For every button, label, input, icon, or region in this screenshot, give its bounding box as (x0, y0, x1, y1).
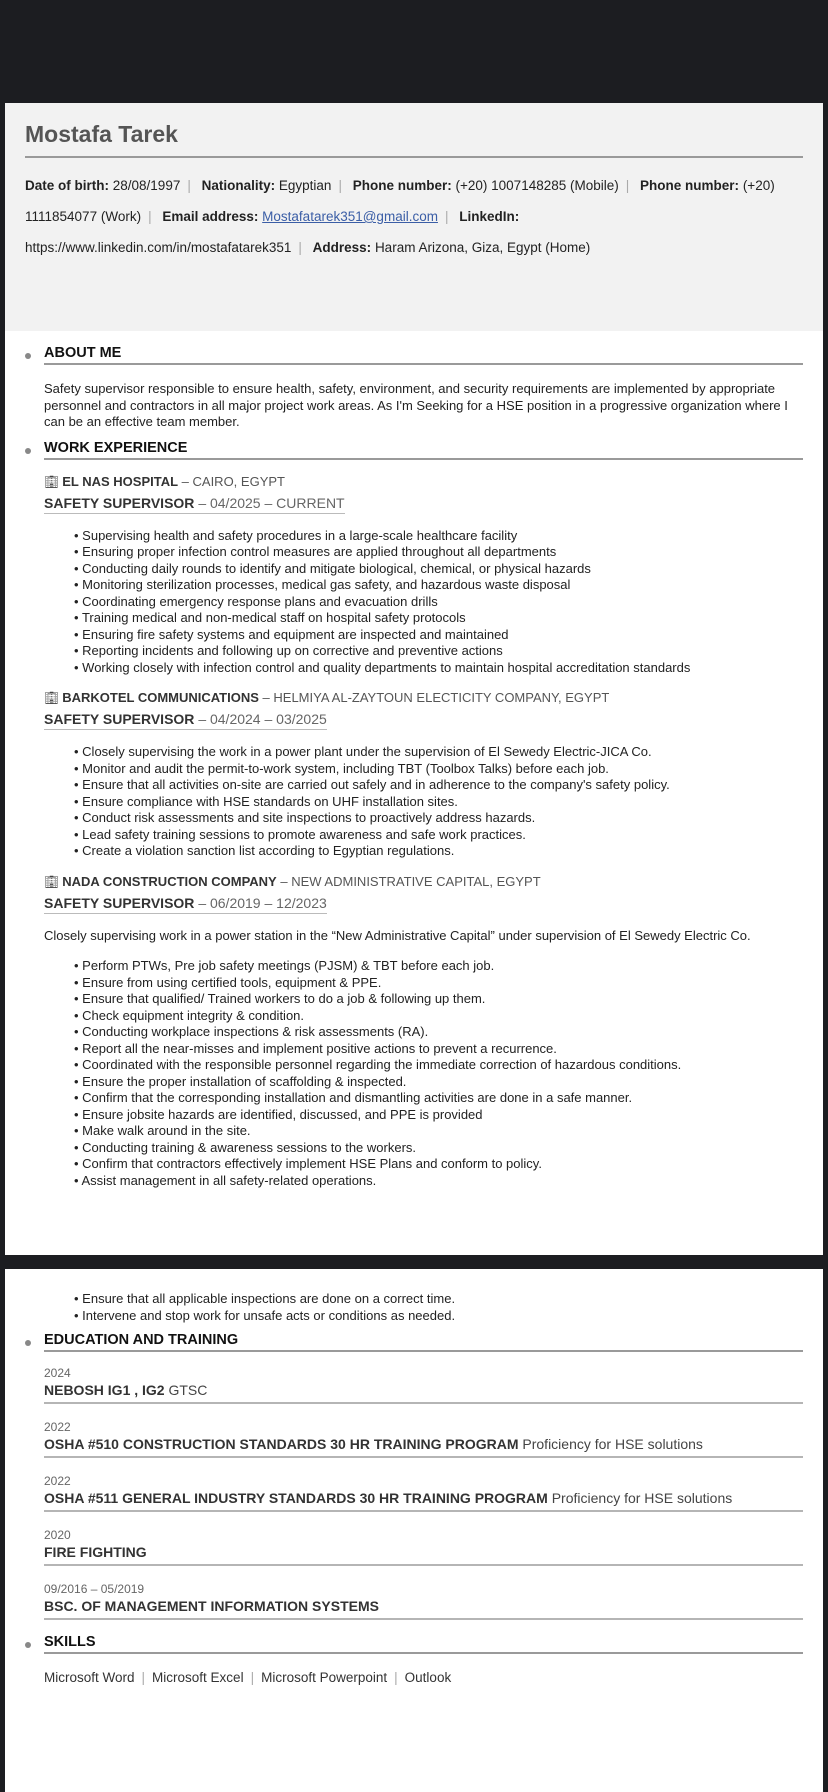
list-item: • Confirm that contractors effectively implement HSE Plans and conform to policy. (74, 1156, 803, 1173)
separator: | (250, 1670, 255, 1685)
education-title (44, 1544, 803, 1560)
job-entry (44, 474, 803, 677)
list-item: • Conducting workplace inspections & risk assessments (RA). (74, 1024, 803, 1041)
employer-location: – CAIRO, EGYPT (181, 473, 285, 489)
job-entry (44, 690, 803, 860)
list-item: • Intervene and stop work for unsafe acts or conditions as needed. (74, 1308, 803, 1325)
employer-line (44, 474, 803, 489)
linkedin-url: https://www.linkedin.com/in/mostafatarek351 (25, 240, 292, 255)
list-item: • Ensure the proper installation of scaffolding & inspected. (74, 1074, 803, 1091)
list-item: • Assist management in all safety-related operations. (74, 1173, 803, 1190)
education-item (44, 1474, 803, 1512)
education-item (44, 1420, 803, 1458)
phone1-label: Phone number: (352, 178, 452, 193)
phone2-value: (+20) 1111854077 (Work) (25, 178, 775, 224)
separator: | (298, 240, 302, 255)
education-name: OSHA #510 CONSTRUCTION STANDARDS 30 HR TRAINING PROGRAM (44, 1436, 519, 1452)
list-item: • Ensure from using certified tools, equipment & PPE. (74, 975, 803, 992)
list-item: • Coordinated with the responsible personnel regarding the immediate correction of hazardous conditions. (74, 1057, 803, 1074)
phone1-value: (+20) 1007148285 (Mobile) (455, 178, 619, 193)
list-item: • Monitor and audit the permit-to-work system, including TBT (Toolbox Talks) before each job. (74, 761, 803, 778)
separator: | (141, 1670, 146, 1685)
list-item: • Create a violation sanction list according to Egyptian regulations. (74, 843, 803, 860)
separator: | (394, 1670, 398, 1685)
job-bullets (44, 958, 803, 1189)
separator: | (187, 178, 191, 193)
list-item: • Ensure compliance with HSE standards on UHF installation sites. (74, 794, 803, 811)
education-item (44, 1582, 803, 1620)
education-org: GTSC (168, 1382, 208, 1398)
separator: | (444, 209, 449, 224)
nationality-label: Nationality: (201, 178, 276, 193)
education-name: NEBOSH IG1 , IG2 (44, 1382, 165, 1398)
list-item: • Conducting training & awareness sessions to the workers. (74, 1140, 803, 1157)
dob-label: Date of birth: (25, 178, 109, 193)
employer-location: – HELMIYA AL-ZAYTOUN ELECTICITY COMPANY, EGYPT (262, 690, 610, 705)
cv-content-continued (5, 1291, 823, 1685)
skill-item: Microsoft Excel (152, 1670, 244, 1685)
list-item: • Ensuring fire safety systems and equipment are inspected and maintained (74, 627, 803, 644)
education-item (44, 1366, 803, 1404)
employer-name: BARKOTEL COMMUNICATIONS (62, 690, 259, 705)
education-title (44, 1436, 803, 1452)
skills-section-title: SKILLS (44, 1634, 803, 1654)
address-label: Address: (312, 240, 372, 255)
list-item: • Monitoring sterilization processes, medical gas safety, and hazardous waste disposal (74, 577, 803, 594)
email-label: Email address: (162, 209, 259, 224)
skills-list (44, 1670, 803, 1685)
role-dates: – 04/2025 – CURRENT (198, 494, 345, 511)
separator: | (148, 209, 152, 224)
contact-info (25, 170, 803, 263)
role-title: SAFETY SUPERVISOR (44, 494, 195, 511)
skill-item: Microsoft Powerpoint (261, 1670, 388, 1685)
role-dates: – 06/2019 – 12/2023 (198, 894, 327, 911)
cv-header (5, 103, 823, 331)
building-icon: 🏢︎ (44, 874, 60, 889)
skill-item: Outlook (404, 1670, 452, 1685)
education-name: FIRE FIGHTING (44, 1544, 147, 1560)
role-title: SAFETY SUPERVISOR (44, 894, 195, 911)
email-link[interactable]: Mostafatarek351@gmail.com (262, 209, 438, 224)
list-item: • Make walk around in the site. (74, 1123, 803, 1140)
employer-location: – NEW ADMINISTRATIVE CAPITAL, EGYPT (280, 873, 541, 889)
education-date: 2020 (44, 1528, 71, 1542)
education-title (44, 1382, 803, 1398)
list-item: • Report all the near-misses and implement positive actions to prevent a recurrence. (74, 1041, 803, 1058)
employer-line (44, 690, 803, 705)
education-item (44, 1528, 803, 1566)
employer-line (44, 874, 803, 889)
employer-name: EL NAS HOSPITAL (62, 473, 179, 489)
list-item: • Ensure that all applicable inspections are done on a correct time. (74, 1291, 803, 1308)
education-title (44, 1598, 803, 1614)
list-item: • Ensure that qualified/ Trained workers to do a job & following up them. (74, 991, 803, 1008)
dob-value: 28/08/1997 (112, 178, 181, 193)
education-org: Proficiency for HSE solutions (522, 1436, 703, 1452)
list-item: • Conducting daily rounds to identify and mitigate biological, chemical, or physical hazards (74, 561, 803, 578)
list-item: • Coordinating emergency response plans and evacuation drills (74, 594, 803, 611)
about-section-title: ABOUT ME (44, 345, 803, 365)
job-bullets (44, 744, 803, 860)
separator: | (338, 178, 342, 193)
role-dates: – 04/2024 – 03/2025 (198, 711, 327, 727)
role-title: SAFETY SUPERVISOR (44, 711, 195, 727)
employer-name: NADA CONSTRUCTION COMPANY (62, 873, 277, 889)
list-item: • Training medical and non-medical staff on hospital safety protocols (74, 610, 803, 627)
education-section-title: EDUCATION AND TRAINING (44, 1332, 803, 1352)
education-date: 2022 (44, 1420, 71, 1434)
list-item: • Confirm that the corresponding installation and dismantling activities are done in a safe manner. (74, 1090, 803, 1107)
job-entry (44, 874, 803, 1190)
list-item: • Working closely with infection control and quality departments to maintain hospital accreditation standards (74, 660, 803, 677)
list-item: • Reporting incidents and following up on corrective and preventive actions (74, 643, 803, 660)
address-value: Haram Arizona, Giza, Egypt (Home) (374, 240, 591, 255)
cv-page-2 (5, 1269, 823, 1792)
list-item: • Conduct risk assessments and site inspections to proactively address hazards. (74, 810, 803, 827)
list-item: • Supervising health and safety procedures in a large-scale healthcare facility (74, 528, 803, 545)
job-bullets-continued (44, 1291, 803, 1324)
education-date: 2022 (44, 1474, 71, 1488)
list-item: • Ensuring proper infection control measures are applied throughout all departments (74, 544, 803, 561)
phone2-label: Phone number: (640, 178, 740, 193)
job-role (44, 711, 327, 730)
list-item: • Check equipment integrity & condition. (74, 1008, 803, 1025)
list-item: • Closely supervising the work in a power plant under the supervision of El Sewedy Electric-JICA Co. (74, 744, 803, 761)
list-item: • Lead safety training sessions to promote awareness and safe work practices. (74, 827, 803, 844)
cv-content (5, 345, 823, 1189)
education-date: 2024 (44, 1366, 71, 1380)
separator: | (625, 178, 630, 193)
education-org: Proficiency for HSE solutions (551, 1490, 733, 1506)
education-title (44, 1490, 803, 1506)
work-section-title: WORK EXPERIENCE (44, 440, 803, 460)
education-name: BSC. OF MANAGEMENT INFORMATION SYSTEMS (44, 1598, 379, 1614)
building-icon: 🏢︎ (44, 474, 60, 489)
about-text: Safety supervisor responsible to ensure health, safety, environment, and security requirements are implemented by appropriate personnel and contractors in all major project work areas. As I'm Seeking for a HSE position in a progressive organization where I can be an effective team member. (44, 381, 788, 429)
list-item: • Ensure that all activities on-site are carried out safely and in adherence to the company's safety policy. (74, 777, 803, 794)
list-item: • Perform PTWs, Pre job safety meetings (PJSM) & TBT before each job. (74, 958, 803, 975)
person-name: Mostafa Tarek (25, 121, 803, 158)
job-role (44, 895, 327, 914)
linkedin-label: LinkedIn: (459, 209, 520, 224)
job-role (44, 495, 345, 514)
education-name: OSHA #511 GENERAL INDUSTRY STANDARDS 30 HR TRAINING PROGRAM (44, 1490, 548, 1506)
building-icon: 🏢︎ (44, 691, 60, 705)
job-bullets (44, 528, 803, 677)
cv-page-1 (5, 103, 823, 1255)
nationality-value: Egyptian (278, 178, 332, 193)
education-date: 09/2016 – 05/2019 (44, 1582, 145, 1596)
list-item: • Ensure jobsite hazards are identified, discussed, and PPE is provided (74, 1107, 803, 1124)
skill-item: Microsoft Word (44, 1670, 135, 1685)
job-description: Closely supervising work in a power station in the “New Administrative Capital” under supervision of El Sewedy Electric Co. (44, 927, 751, 943)
